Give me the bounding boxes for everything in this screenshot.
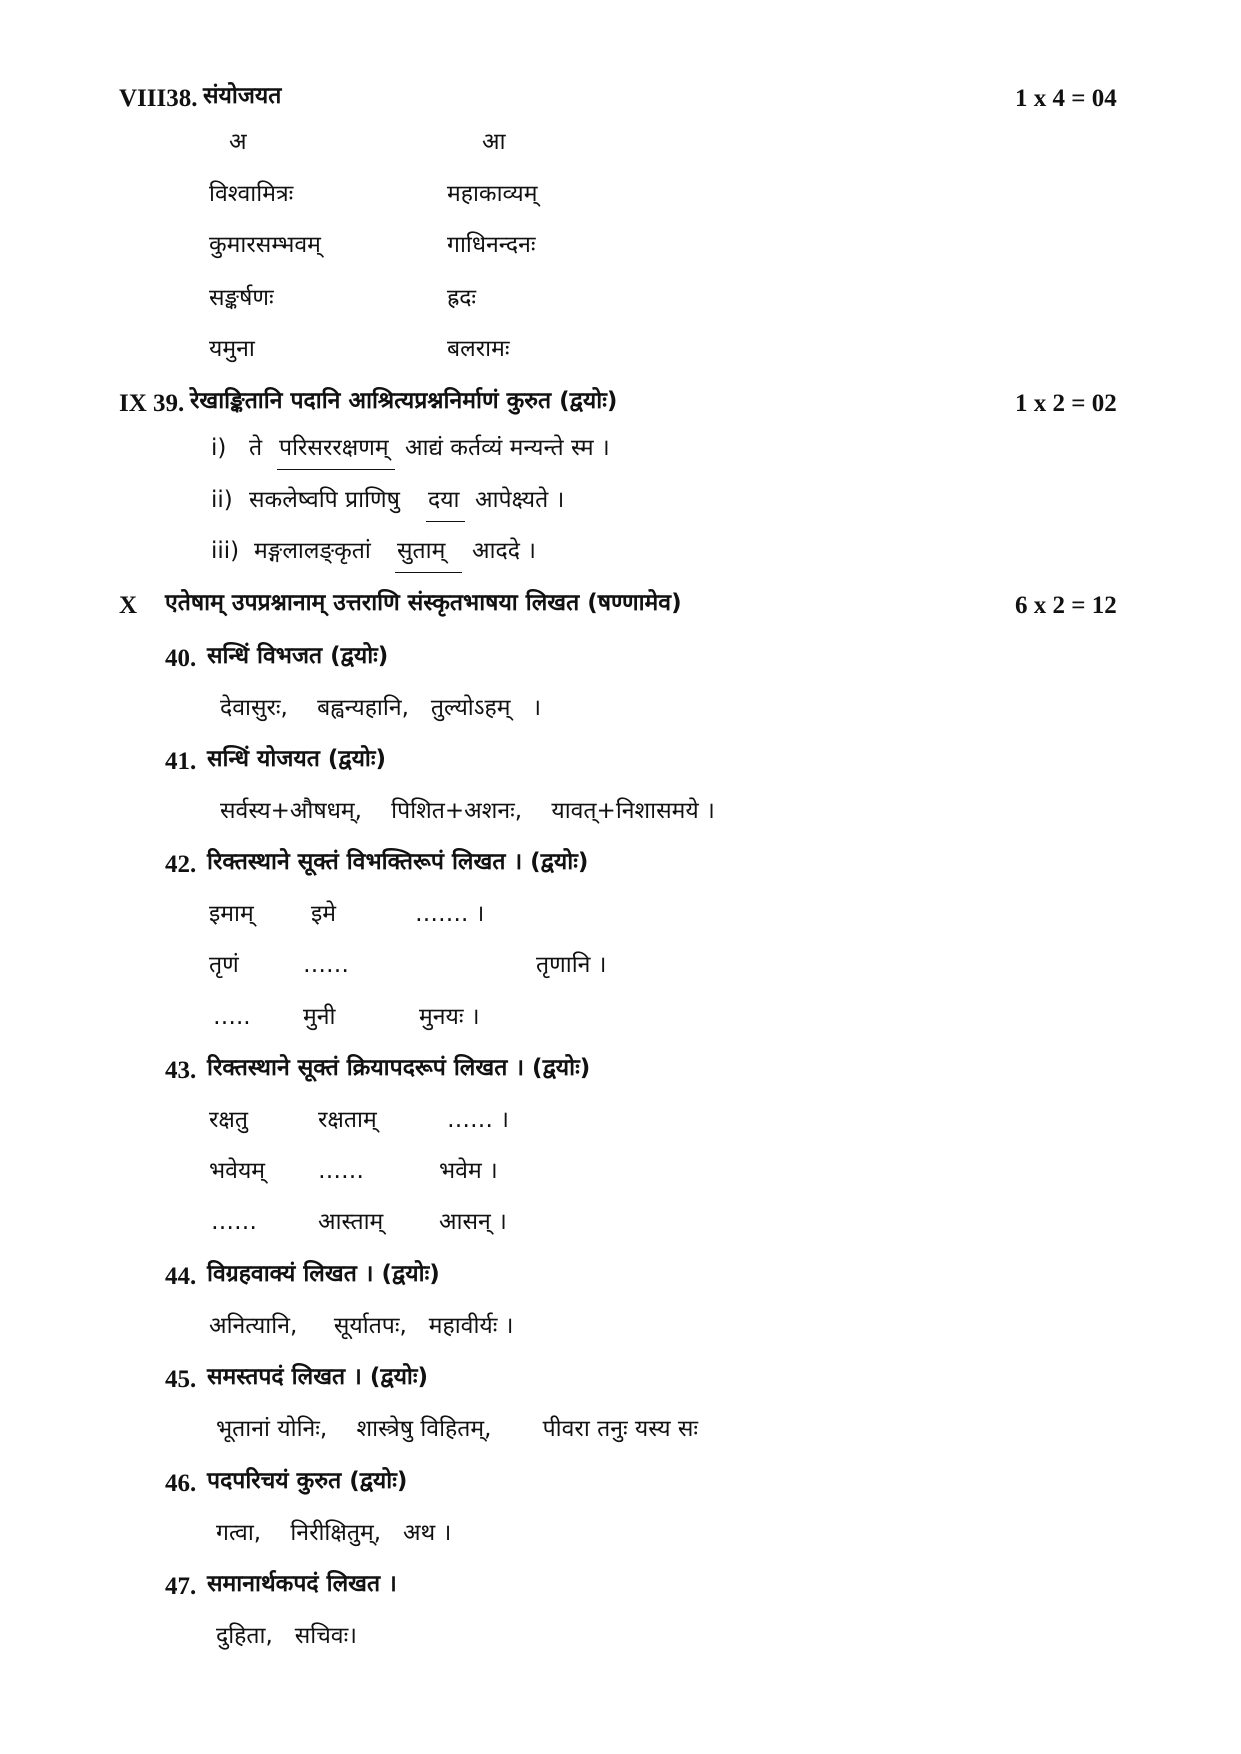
question-title: समानार्थकपदं लिखत । (207, 1571, 397, 1597)
question-number: IX 39. (119, 390, 185, 417)
marks-label: 1 x 4 = 04 (1015, 85, 1117, 112)
table-cell: ……. । (415, 901, 485, 927)
table-cell: भवेयम् (209, 1158, 266, 1184)
question-number: 41. (165, 748, 197, 775)
match-item-a: सङ्कर्षणः (209, 285, 274, 311)
match-item-b: ह्रदः (447, 285, 477, 311)
question-title: पदपरिचयं कुरुत (द्वयोः) (207, 1468, 408, 1494)
underlined-word: दया (428, 487, 460, 513)
question-title: समस्तपदं लिखत । (द्वयोः) (207, 1364, 429, 1390)
table-cell: इमे (311, 901, 337, 927)
sentence-text: आददे । (472, 538, 536, 564)
answer-options: गत्वा, निरीक्षितुम्, अथ । (216, 1520, 452, 1546)
underlined-word: परिसररक्षणम् (279, 435, 389, 461)
answer-options: देवासुरः, बह्वन्यहानि, तुल्योऽहम् । (220, 695, 542, 721)
section-number: X (119, 592, 138, 619)
match-item-b: महाकाव्यम् (447, 181, 538, 207)
table-cell: इमाम् (209, 901, 254, 927)
question-number: 44. (165, 1263, 197, 1290)
question-number: 42. (165, 851, 197, 878)
table-cell: ….. (213, 1004, 251, 1030)
sentence-text: मङ्गलालङ्कृतां (254, 538, 371, 564)
section-title: एतेषाम् उपप्रश्नानाम् उत्तराणि संस्कृतभाषया लिखत (षण्णामेव) (165, 590, 682, 616)
match-item-a: यमुना (209, 336, 255, 362)
table-cell: …… (318, 1158, 364, 1184)
underline (426, 521, 465, 522)
question-number: 40. (165, 645, 197, 672)
question-number: 46. (165, 1470, 197, 1497)
question-title: सन्धिं विभजत (द्वयोः) (207, 643, 389, 669)
question-title: रेखाङ्कितानि पदानि आश्रित्यप्रश्ननिर्माणं कुरुत (द्वयोः) (190, 388, 618, 414)
question-number: 47. (165, 1573, 197, 1600)
question-title: विग्रहवाक्यं लिखत । (द्वयोः) (207, 1261, 440, 1287)
answer-options: अनित्यानि, सूर्यातपः, महावीर्यः । (209, 1313, 514, 1339)
sentence-text: आपेक्ष्यते । (475, 487, 565, 513)
sentence-text: आद्यं कर्तव्यं मन्यन्ते स्म । (405, 435, 610, 461)
table-cell: …… (211, 1209, 257, 1235)
item-label: iii) (211, 538, 240, 564)
item-label: ii) (211, 487, 233, 513)
table-cell: …… (303, 952, 349, 978)
table-cell: मुनयः । (419, 1004, 480, 1030)
table-cell: भवेम । (439, 1158, 498, 1184)
table-cell: आस्ताम् (318, 1209, 384, 1235)
question-number: VIII38. (119, 85, 198, 112)
question-title: रिक्तस्थाने सूक्तं विभक्तिरूपं लिखत । (द्वयोः) (207, 849, 589, 875)
sentence-text: सकलेष्वपि प्राणिषु (249, 487, 400, 513)
answer-options: दुहिता, सचिवः। (216, 1623, 357, 1649)
answer-options: सर्वस्य+औषधम्, पिशित+अशनः, यावत्+निशासमये । (220, 798, 715, 824)
underline (277, 469, 395, 470)
column-b-heading: आ (482, 129, 506, 155)
match-item-a: विश्वामित्रः (209, 181, 294, 207)
match-item-b: बलरामः (447, 336, 510, 362)
answer-options: भूतानां योनिः, शास्त्रेषु विहितम्, पीवरा तनुः यस्य सः (216, 1416, 699, 1442)
table-cell: …… । (447, 1107, 510, 1133)
table-cell: तृणं (209, 952, 239, 978)
question-title: संयोजयत (203, 83, 282, 109)
table-cell: रक्षतु (209, 1107, 249, 1133)
table-cell: मुनी (303, 1004, 336, 1030)
table-cell: रक्षताम् (318, 1107, 377, 1133)
question-number: 43. (165, 1057, 197, 1084)
marks-label: 1 x 2 = 02 (1015, 390, 1117, 417)
table-cell: आसन् । (439, 1209, 507, 1235)
match-item-a: कुमारसम्भवम् (209, 232, 321, 258)
marks-label: 6 x 2 = 12 (1015, 592, 1117, 619)
table-cell: तृणानि । (536, 952, 607, 978)
sentence-text: ते (249, 435, 263, 461)
question-title: सन्धिं योजयत (द्वयोः) (207, 746, 387, 772)
item-label: i) (211, 435, 227, 461)
underline (395, 572, 462, 573)
question-title: रिक्तस्थाने सूक्तं क्रियापदरूपं लिखत । (द्वयोः) (207, 1055, 591, 1081)
underlined-word: सुताम् (397, 538, 446, 564)
column-a-heading: अ (229, 129, 247, 155)
match-item-b: गाधिनन्दनः (447, 232, 536, 258)
question-number: 45. (165, 1366, 197, 1393)
